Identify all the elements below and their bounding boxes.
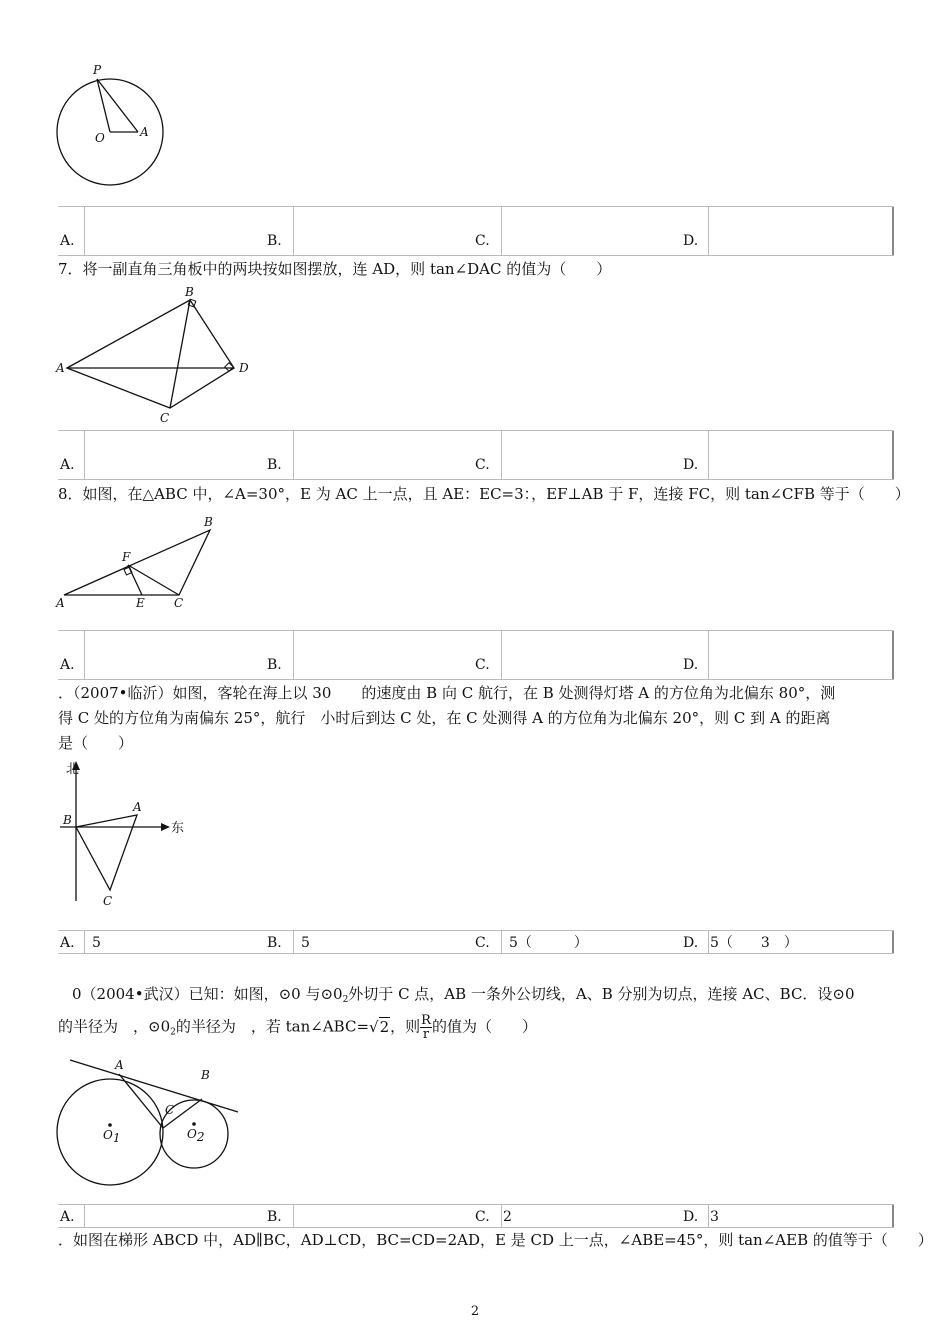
q6-label-o: O [95,131,105,145]
q9-east-arrow-icon [161,823,170,831]
q8-question-text: 8．如图，在△ABC 中，∠A=30°，E 为 AC 上一点，且 AE：EC=3：，EF⊥AB 于 F，连接 FC，则 tan∠CFB 等于（ ） [58,485,910,503]
q9-figure [55,755,195,915]
q10-option-a[interactable]: A. [60,1209,75,1225]
q6-option-c[interactable]: C. [475,233,490,249]
q11-question-text: ．如图在梯形 ABCD 中，AD∥BC，AD⊥CD，BC=CD=2AD，E 是 CD 上一点，∠ABE=45°，则 tan∠AEB 的值等于（ ） [58,1231,933,1249]
q9-label-b: B [63,813,72,827]
q10-question-line-1 [72,984,855,1010]
q10-line2-subscript: 2 [170,1027,176,1038]
q10-fraction [420,1014,432,1041]
q7-quadrilateral [67,300,234,408]
q10-fraction-numerator: R [421,1013,431,1028]
q8-option-c[interactable]: C. [475,657,490,673]
q9-option-b[interactable]: B. [267,935,282,951]
q10-line2-part-d: 的值为（ ） [431,1017,537,1036]
q10-options-row [58,1204,894,1228]
q8-label-c: C [174,596,184,610]
q6-label-p: P [93,63,102,77]
q9-question-line-2: 得 C 处的方位角为南偏东 25°，航行 小时后到达 C 处，在 C 处测得 A 的方位角为北偏东 20°，则 C 到 A 的距离 [58,709,831,727]
q7-question-text: 7．将一副直角三角板中的两块按如图摆放，连 AD，则 tan∠DAC 的值为（ ） [58,260,612,278]
q6-label-a: A [140,125,149,139]
q10-option-b[interactable]: B. [267,1209,282,1225]
q8-option-b[interactable]: B. [267,657,282,673]
q8-label-f: F [122,550,131,564]
q9-option-a[interactable]: A. [60,935,75,951]
q7-label-c: C [160,411,170,425]
q10-center-o1 [108,1123,112,1127]
q8-label-a: A [56,596,65,610]
q6-option-b[interactable]: B. [267,233,282,249]
q9-option-d[interactable]: D. [683,935,699,951]
q7-label-b: B [185,285,194,299]
q10-option-c[interactable]: C. [475,1209,490,1225]
q6-option-d[interactable]: D. [683,233,699,249]
q7-options-row [58,430,894,480]
q8-label-b: B [204,515,213,529]
q10-label-o2: O2 [187,1127,205,1144]
q10-line1-part-b: 外切于 C 点，AB 一条外公切线，A、B 分别为切点，连接 AC、BC．设⊙0 [348,985,855,1003]
q10-line2-part-a: 的半径为 ，⊙0 [58,1017,171,1036]
q9-options-row [58,930,894,954]
q10-question-line-2 [58,1014,537,1043]
q10-option-d[interactable]: D. [683,1209,699,1225]
q8-options-row [58,630,894,680]
q6-figure [50,58,175,193]
q8-option-d[interactable]: D. [683,657,699,673]
q10-label-o1: O1 [103,1128,121,1145]
q9-label-c: C [103,894,113,908]
q10-center-o2 [192,1122,196,1126]
q10-figure [52,1052,247,1202]
q8-option-a[interactable]: A. [60,657,75,673]
q9-option-b-value: 5 [301,935,310,951]
q7-label-a: A [56,361,65,375]
q10-fraction-denominator: r [422,1027,430,1042]
q9-label-a: A [133,800,142,814]
q7-label-d: D [239,361,249,375]
q10-line2-part-c: ，则 [390,1017,421,1036]
q10-label-b: B [201,1068,210,1082]
q10-sqrt: √2 [369,1017,390,1036]
q7-option-a[interactable]: A. [60,457,75,473]
q9-question-line-3: 是（ ） [58,734,134,752]
q9-option-c[interactable]: C. [475,935,490,951]
q10-sqrt-radicand: 2 [379,1017,390,1036]
q7-segment-bc [170,300,190,408]
page-number: 2 [470,1304,480,1319]
q6-option-a[interactable]: A. [60,233,75,249]
q10-tangent-line [70,1060,238,1112]
q10-label-a: A [115,1058,124,1072]
q9-option-a-value: 5 [92,935,101,951]
q9-label-east: 东 [171,821,185,836]
q6-options-row [58,206,894,256]
q7-figure [52,282,262,430]
q9-option-d-value: 5（ 3 ） [710,935,798,951]
q10-option-d-value: 3 [710,1209,719,1225]
q10-label-c: C [165,1103,175,1117]
q9-question-line-1: ．（2007•临沂）如图，客轮在海上以 30 的速度由 B 向 C 航行，在 B 处测得灯塔 A 的方位角为北偏东 80°，测 [58,684,836,702]
q10-line2-part-b: 的半径为 ，若 tan∠ABC= [175,1017,370,1036]
q9-triangle-abc [76,815,137,890]
q9-label-north: 北 [66,762,80,777]
q10-option-c-value: 2 [503,1209,512,1225]
q10-line1-part-a: 0（2004•武汉）已知：如图，⊙0 与⊙0 [72,985,343,1003]
q7-option-d[interactable]: D. [683,457,699,473]
q7-option-b[interactable]: B. [267,457,282,473]
q9-option-c-value: 5（ ） [509,935,588,951]
q10-line1-subscript: 2 [342,995,349,1005]
q8-label-e: E [136,596,145,610]
q8-figure [52,510,232,615]
q7-option-c[interactable]: C. [475,457,490,473]
